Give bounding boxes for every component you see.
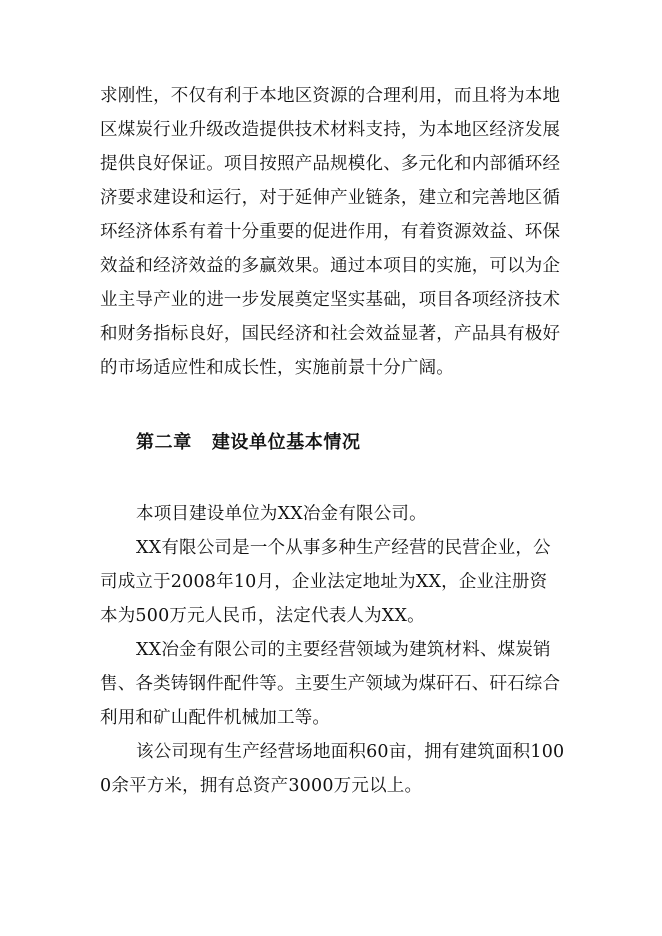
paragraph-line: 该公司现有生产经营场地面积60亩，拥有建筑面积100 — [136, 742, 565, 762]
paragraph-line: 环经济体系有着十分重要的促进作用，有着资源效益、环保 — [100, 222, 561, 242]
paragraph-line: 提供良好保证。项目按照产品规模化、多元化和内部循环经 — [100, 154, 561, 174]
paragraph-line: 的市场适应性和成长性，实施前景十分广阔。 — [100, 358, 454, 378]
paragraph-line: 效益和经济效益的多赢效果。通过本项目的实施，可以为企 — [100, 256, 561, 276]
chapter-title: 建设单位基本情况 — [211, 432, 361, 453]
chapter-number: 第二章 — [136, 432, 192, 453]
paragraph-line: 利用和矿山配件机械加工等。 — [100, 708, 331, 728]
paragraph-line: 区煤炭行业升级改造提供技术材料支持，为本地区经济发展 — [100, 120, 561, 140]
paragraph-line: 售、各类铸钢件配件等。主要生产领域为煤矸石、矸石综合 — [100, 674, 561, 694]
paragraph-line: 求刚性，不仅有利于本地区资源的合理利用，而且将为本地 — [100, 86, 561, 106]
paragraph-line: 业主导产业的进一步发展奠定坚实基础，项目各项经济技术 — [100, 290, 561, 310]
paragraph-line: 本项目建设单位为XX冶金有限公司。 — [136, 504, 427, 524]
paragraph-line: 本为500万元人民币，法定代表人为XX。 — [100, 606, 425, 626]
paragraph-line: 和财务指标良好，国民经济和社会效益显著，产品具有极好 — [100, 324, 561, 344]
paragraph-line: 0余平方米，拥有总资产3000万元以上。 — [100, 776, 423, 796]
chapter-heading — [136, 432, 361, 454]
paragraph-line: XX有限公司是一个从事多种生产经营的民营企业，公 — [136, 538, 551, 558]
paragraph-line: 济要求建设和运行，对于延伸产业链条，建立和完善地区循 — [100, 188, 561, 208]
paragraph-line: XX冶金有限公司的主要经营领域为建筑材料、煤炭销 — [136, 640, 551, 660]
paragraph-line: 司成立于2008年10月，企业法定地址为XX，企业注册资 — [100, 572, 548, 592]
